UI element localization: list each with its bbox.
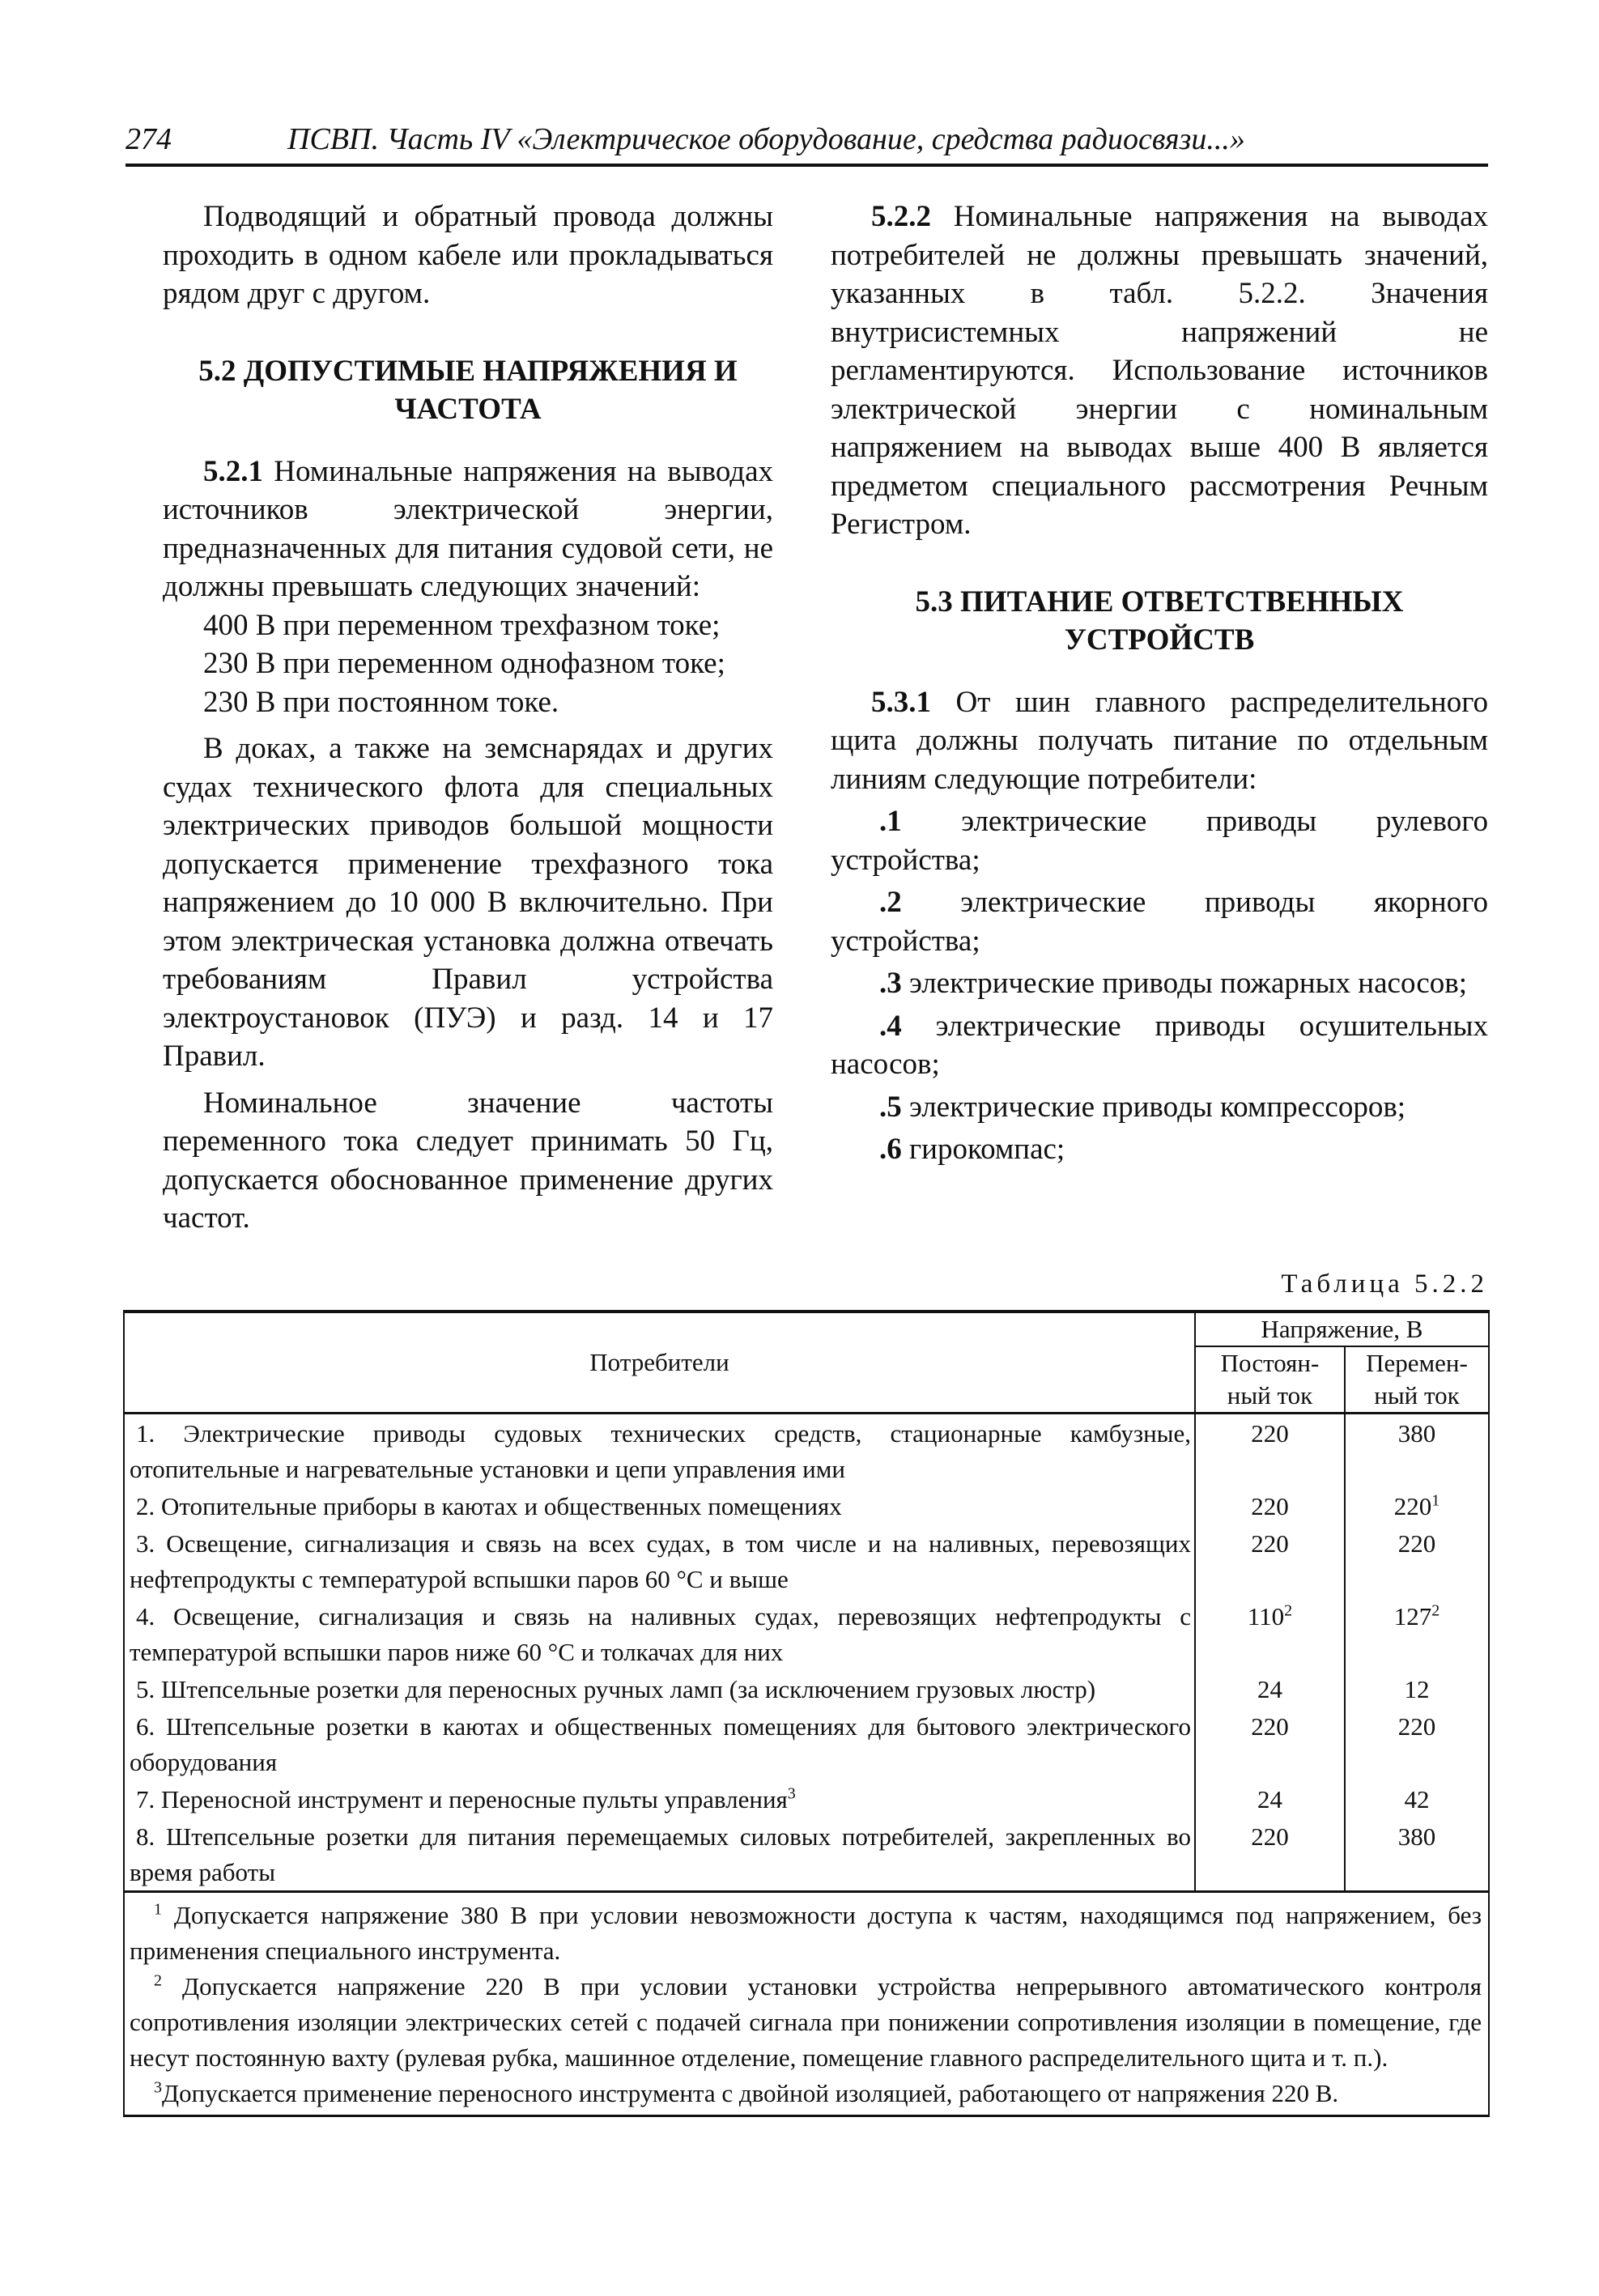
consumer-cell	[124, 1524, 1195, 1597]
dc-voltage-cell-text: 24	[1257, 1785, 1282, 1813]
ac-voltage-cell-text: 220	[1397, 1529, 1436, 1558]
paragraph: В доках, а также на земснарядах и других судах технического флота для специальных электрических приводов большой мощности допускается применение трехфазного тока напряжением до 10 000 В включительно. При этом электрическая установка должна отвечать требованиям Правил устройства электроустановок (ПУЭ) и разд. 14 и 17 Правил.	[163, 732, 773, 1073]
list-item: 230 В при переменном однофазном токе;	[203, 647, 725, 680]
list-item	[831, 802, 1488, 879]
page-number: 274	[125, 122, 172, 156]
list-item	[831, 1130, 1488, 1169]
left-column	[163, 198, 773, 1238]
clause-number: 5.2.1	[203, 454, 263, 488]
section-heading-5-2: 5.2 ДОПУСТИМЫЕ НАПРЯЖЕНИЯ И ЧАСТОТА	[198, 354, 738, 426]
consumer-cell-text: 2. Отопительные приборы в каютах и общественных помещениях	[136, 1492, 842, 1520]
table-row	[124, 1818, 1489, 1892]
paragraph-5-2-2	[831, 198, 1488, 544]
list-item: 230 В при постоянном токе.	[203, 685, 559, 719]
list-item	[831, 883, 1488, 960]
footnote-mark: 3	[154, 2078, 162, 2097]
ac-voltage-cell	[1345, 1670, 1489, 1707]
footnote-ref: 2	[1431, 1601, 1440, 1620]
table-row	[124, 1707, 1489, 1780]
table-row	[124, 1780, 1489, 1818]
footnote	[130, 1969, 1482, 2076]
item-text: электрические приводы осушительных насосов;	[831, 1009, 1488, 1081]
ac-voltage-cell-text: 127	[1393, 1602, 1432, 1631]
table-footnotes	[124, 1892, 1489, 2116]
consumer-cell	[124, 1818, 1195, 1892]
footnote-ref: 2	[1284, 1601, 1293, 1620]
paragraph: Номинальное значение частоты переменного тока следует принимать 50 Гц, допускается обоснованное применение других частот.	[163, 1086, 773, 1235]
running-header	[125, 121, 1488, 167]
list-item	[831, 964, 1488, 1003]
ac-voltage-cell-text: 12	[1404, 1675, 1430, 1703]
ac-voltage-cell-text: 220	[1393, 1492, 1432, 1520]
ac-voltage-cell-text: 220	[1397, 1712, 1436, 1741]
header-dc: Постоян-ный ток	[1195, 1346, 1345, 1414]
clause-number: 5.2.2	[871, 200, 931, 233]
ac-voltage-cell	[1345, 1818, 1489, 1892]
dc-voltage-cell	[1195, 1707, 1345, 1780]
consumer-cell-text: 6. Штепсельные розетки в каютах и общественных помещениях для бытового электрического оборудования	[130, 1712, 1191, 1776]
footnote	[130, 1898, 1482, 1969]
consumer-cell	[124, 1414, 1195, 1488]
dc-voltage-cell	[1195, 1487, 1345, 1524]
clause-text: Номинальные напряжения на выводах источников электрической энергии, предназначенных для питания судовой сети, не должны превышать следующих значений:	[163, 454, 773, 603]
table-row	[124, 1597, 1489, 1670]
item-number: .5	[879, 1090, 902, 1124]
dc-voltage-cell-text: 220	[1251, 1492, 1289, 1520]
table-row	[124, 1487, 1489, 1524]
footnote	[130, 2076, 1482, 2111]
list-item	[831, 1007, 1488, 1084]
dc-voltage-cell	[1195, 1524, 1345, 1597]
consumer-cell	[124, 1597, 1195, 1670]
dc-voltage-cell	[1195, 1780, 1345, 1818]
table-row	[124, 1524, 1489, 1597]
item-number: .1	[879, 805, 902, 838]
item-text: гирокомпас;	[901, 1133, 1065, 1166]
ac-voltage-cell	[1345, 1487, 1489, 1524]
item-text: электрические приводы компрессоров;	[901, 1090, 1406, 1124]
item-number: .2	[879, 886, 902, 919]
section-heading-5-3: 5.3 ПИТАНИЕ ОТВЕТСТВЕННЫХ УСТРОЙСТВ	[915, 585, 1404, 657]
item-text: электрические приводы якорного устройства;	[831, 886, 1488, 958]
dc-voltage-cell-text: 220	[1251, 1822, 1289, 1851]
ac-voltage-cell-text: 380	[1397, 1419, 1436, 1448]
ac-voltage-cell	[1345, 1597, 1489, 1670]
table-caption: Таблица 5.2.2	[1281, 1269, 1488, 1299]
footnote-mark: 2	[154, 1971, 162, 1990]
consumer-cell	[124, 1707, 1195, 1780]
clause-text: От шин главного распределительного щита должны получать питание по отдельным линиям следующие потребители:	[831, 685, 1488, 796]
item-number: .4	[879, 1009, 902, 1043]
ac-voltage-cell-text: 42	[1404, 1785, 1430, 1813]
clause-number: 5.3.1	[871, 685, 931, 719]
ac-voltage-cell	[1345, 1780, 1489, 1818]
consumer-cell-text: 4. Освещение, сигнализация и связь на наливных судах, перевозящих нефтепродукты с температурой вспышки паров ниже 60 °С и толкачах для них	[130, 1602, 1191, 1666]
item-text: электрические приводы рулевого устройства;	[831, 805, 1488, 877]
consumer-cell-text: 1. Электрические приводы судовых технических средств, стационарные камбузные, отопительные и нагревательные установки и цепи управления ими	[130, 1419, 1191, 1483]
table-row	[124, 1670, 1489, 1707]
consumer-cell-text: 8. Штепсельные розетки для питания перемещаемых силовых потребителей, закрепленных во время работы	[130, 1822, 1191, 1886]
running-title: ПСВП. Часть IV «Электрическое оборудование, средства радиосвязи...»	[287, 122, 1245, 156]
footnote-text: Допускается напряжение 380 В при условии невозможности доступа к частям, находящимся под напряжением, без применения специального инструмента.	[130, 1901, 1482, 1965]
paragraph: Подводящий и обратный провода должны проходить в одном кабеле или прокладываться рядом друг с другом.	[163, 200, 773, 310]
consumer-cell-text: 3. Освещение, сигнализация и связь на всех судах, в том числе и на наливных, перевозящих нефтепродукты с температурой вспышки паров 60 °С и выше	[130, 1529, 1191, 1593]
dc-voltage-cell-text: 110	[1247, 1602, 1285, 1631]
header-ac: Перемен-ный ток	[1345, 1346, 1489, 1414]
paragraph-5-2-1	[163, 453, 773, 606]
footnote-mark: 1	[154, 1900, 162, 1919]
ac-voltage-cell	[1345, 1414, 1489, 1488]
paragraph-5-3-1	[831, 683, 1488, 799]
dc-voltage-cell-text: 220	[1251, 1712, 1289, 1741]
dc-voltage-cell	[1195, 1414, 1345, 1488]
consumer-cell	[124, 1780, 1195, 1818]
consumer-cell-text: 7. Переносной инструмент и переносные пульты управления$^3$	[136, 1784, 796, 1813]
ac-voltage-cell-text: 380	[1397, 1822, 1436, 1851]
dc-voltage-cell	[1195, 1670, 1345, 1707]
footnote-text: Допускается применение переносного инструмента с двойной изоляцией, работающего от напряжения 220 В.	[162, 2079, 1339, 2107]
dc-voltage-cell-text: 220	[1251, 1419, 1289, 1448]
ac-voltage-cell	[1345, 1524, 1489, 1597]
header-voltage: Напряжение, В	[1195, 1312, 1489, 1346]
voltage-table	[123, 1310, 1490, 2117]
list-item: 400 В при переменном трехфазном токе;	[203, 608, 721, 642]
clause-text: Номинальные напряжения на выводах потребителей не должны превышать значений, указанных в табл. 5.2.2. Значения внутрисистемных напряжений не регламентируются. Использование источников электрической энергии с номинальным напряжением на выводах выше 400 В является предметом специального рассмотрения Речным Регистром.	[831, 200, 1488, 541]
list-item	[831, 1088, 1488, 1127]
consumer-cell	[124, 1670, 1195, 1707]
dc-voltage-cell-text: 24	[1257, 1675, 1282, 1703]
dc-voltage-cell-text: 220	[1251, 1529, 1289, 1558]
footnote-ref: 1	[1431, 1491, 1440, 1510]
ac-voltage-cell	[1345, 1707, 1489, 1780]
footnote-ref: 3	[787, 1784, 796, 1803]
footnote-text: Допускается напряжение 220 В при условии установки устройства непрерывного автоматического контроля сопротивления изоляции электрических сетей с подачей сигнала при понижении сопротивления изоляции в помещение, где несут постоянную вахту (рулевая рубка, машинное отделение, помещение главного распределительного щита и т. п.).	[130, 1972, 1482, 2072]
header-consumers: Потребители	[124, 1312, 1195, 1414]
right-column	[831, 198, 1488, 1169]
item-number: .6	[879, 1133, 902, 1166]
consumer-cell	[124, 1487, 1195, 1524]
table-row	[124, 1414, 1489, 1488]
dc-voltage-cell	[1195, 1597, 1345, 1670]
dc-voltage-cell	[1195, 1818, 1345, 1892]
item-text: электрические приводы пожарных насосов;	[901, 967, 1468, 1000]
item-number: .3	[879, 967, 902, 1000]
consumer-cell-text: 5. Штепсельные розетки для переносных ручных ламп (за исключением грузовых люстр)	[136, 1675, 1096, 1703]
